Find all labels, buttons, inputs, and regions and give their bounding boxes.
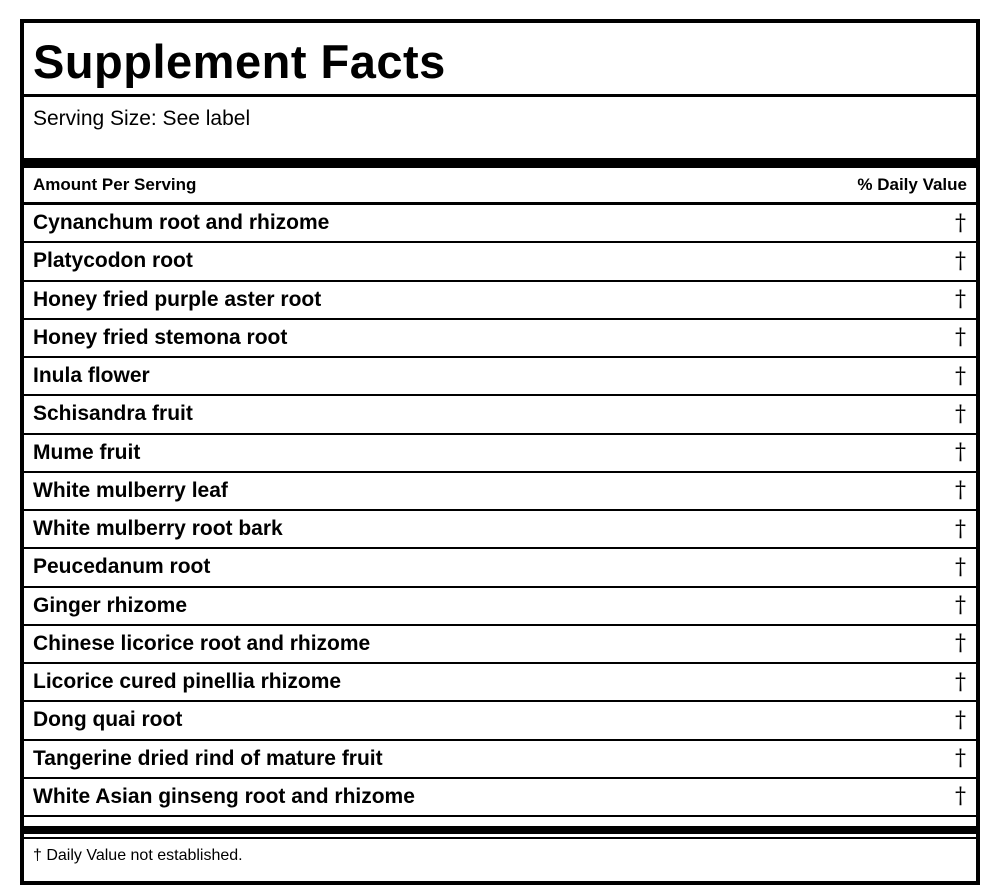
ingredient-row: [24, 511, 976, 549]
ingredient-row: [24, 358, 976, 396]
ingredient-row: [24, 243, 976, 281]
supplement-facts-label: [20, 19, 980, 885]
daily-value-dagger: †: [955, 401, 966, 427]
ingredient-name: White Asian ginseng root and rhizome: [33, 784, 415, 808]
ingredient-name: Peucedanum root: [33, 555, 211, 579]
daily-value-dagger: †: [955, 516, 966, 542]
ingredient-name: Tangerine dried rind of mature fruit: [33, 746, 383, 770]
ingredient-name: Cynanchum root and rhizome: [33, 211, 330, 235]
daily-value-dagger: †: [955, 707, 966, 733]
ingredient-name: Mume fruit: [33, 440, 141, 464]
daily-value-dagger: †: [955, 287, 966, 313]
ingredient-row: [24, 549, 976, 587]
daily-value-dagger: †: [955, 593, 966, 619]
daily-value-dagger: †: [955, 784, 966, 810]
ingredient-row: [24, 702, 976, 740]
ingredient-row: [24, 741, 976, 779]
ingredient-name: Dong quai root: [33, 708, 183, 732]
ingredient-row: [24, 205, 976, 243]
ingredient-row: [24, 588, 976, 626]
ingredient-name: Licorice cured pinellia rhizome: [33, 670, 342, 694]
amount-per-serving-header: Amount Per Serving: [33, 175, 197, 194]
ingredient-row: [24, 626, 976, 664]
daily-value-header: % Daily Value: [857, 175, 967, 194]
serving-size: Serving Size: See label: [33, 107, 251, 130]
ingredient-row: [24, 282, 976, 320]
ingredient-name: Platycodon root: [33, 249, 193, 273]
daily-value-footnote: † Daily Value not established.: [33, 847, 243, 864]
column-header-row: [24, 168, 976, 205]
daily-value-dagger: †: [955, 669, 966, 695]
ingredient-name: Ginger rhizome: [33, 593, 188, 617]
daily-value-dagger: †: [955, 440, 966, 466]
daily-value-dagger: †: [955, 248, 966, 274]
section-divider: [24, 826, 976, 834]
ingredient-row: [24, 664, 976, 702]
ingredient-name: Honey fried stemona root: [33, 325, 288, 349]
ingredient-name: White mulberry root bark: [33, 517, 283, 541]
daily-value-dagger: †: [955, 363, 966, 389]
ingredient-row: [24, 396, 976, 434]
ingredient-row: [24, 435, 976, 473]
ingredient-row: [24, 320, 976, 358]
ingredient-name: Inula flower: [33, 364, 150, 388]
ingredient-row: [24, 779, 976, 817]
footnote-section: [24, 837, 976, 873]
ingredient-name: Schisandra fruit: [33, 402, 193, 426]
daily-value-dagger: †: [955, 631, 966, 657]
title-section: [24, 23, 976, 97]
ingredient-name: White mulberry leaf: [33, 478, 228, 502]
ingredient-list: [24, 205, 976, 817]
daily-value-dagger: †: [955, 325, 966, 351]
serving-size-section: [24, 97, 976, 168]
daily-value-dagger: †: [955, 554, 966, 580]
ingredient-row: [24, 473, 976, 511]
daily-value-dagger: †: [955, 478, 966, 504]
ingredient-name: Chinese licorice root and rhizome: [33, 631, 371, 655]
ingredient-name: Honey fried purple aster root: [33, 287, 322, 311]
daily-value-dagger: †: [955, 210, 966, 236]
daily-value-dagger: †: [955, 746, 966, 772]
label-title: Supplement Facts: [33, 35, 446, 88]
